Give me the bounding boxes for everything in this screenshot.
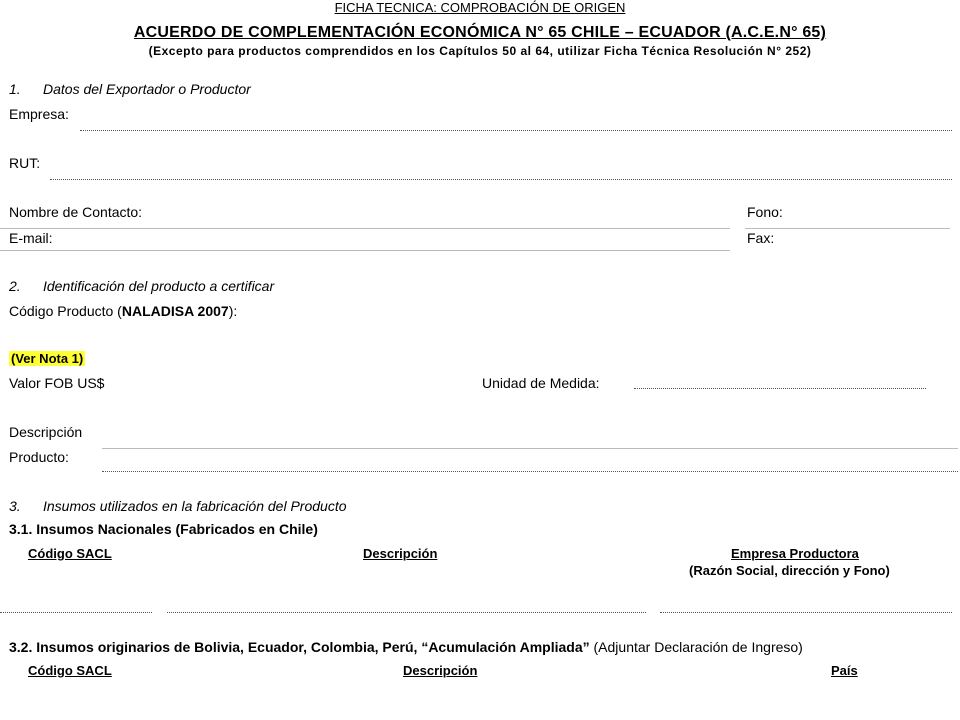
section3-heading bbox=[9, 498, 347, 514]
subsection-3-2-title-bold: 3.2. Insumos originarios de Bolivia, Ecuador, Colombia, Perú, “Acumulación Ampliada” bbox=[9, 639, 590, 655]
rut-label: RUT: bbox=[9, 155, 41, 171]
producto-field-line[interactable] bbox=[102, 471, 958, 472]
section2-title: Identificación del producto a certificar bbox=[43, 278, 275, 294]
col2-codigo-sacl: Código SACL bbox=[28, 663, 112, 678]
email-label: E-mail: bbox=[9, 230, 53, 246]
unidad-medida-label: Unidad de Medida: bbox=[482, 375, 600, 391]
descripcion-field-line[interactable] bbox=[102, 448, 958, 449]
contacto-label: Nombre de Contacto: bbox=[9, 204, 143, 220]
empresa-label: Empresa: bbox=[9, 106, 69, 122]
codigo-suffix: ): bbox=[228, 303, 238, 319]
col-descripcion: Descripción bbox=[363, 546, 438, 561]
fono-field-line[interactable] bbox=[745, 228, 950, 229]
contacto-field-line[interactable] bbox=[0, 228, 730, 229]
subsection-3-2-title-note: (Adjuntar Declaración de Ingreso) bbox=[589, 639, 803, 655]
ver-nota-label: (Ver Nota 1) bbox=[11, 351, 84, 366]
descripcion-label: Descripción bbox=[9, 424, 83, 440]
producto-label: Producto: bbox=[9, 449, 69, 465]
section2-heading bbox=[9, 278, 274, 294]
top-title: FICHA TECNICA: COMPROBACIÓN DE ORIGEN bbox=[334, 0, 626, 15]
section1-title: Datos del Exportador o Productor bbox=[43, 81, 251, 97]
insumo-codigo-line[interactable] bbox=[0, 612, 152, 613]
section3-title: Insumos utilizados en la fabricación del Producto bbox=[43, 498, 347, 514]
fono-label: Fono: bbox=[747, 204, 783, 220]
email-field-line[interactable] bbox=[0, 250, 730, 251]
fax-label: Fax: bbox=[747, 230, 775, 246]
col-empresa-productora: Empresa Productora bbox=[731, 546, 859, 561]
codigo-prefix: Código Producto ( bbox=[9, 303, 122, 319]
col-codigo-sacl: Código SACL bbox=[28, 546, 112, 561]
main-title: ACUERDO DE COMPLEMENTACIÓN ECONÓMICA N° 65 CHILE – ECUADOR (A.C.E.N° 65) bbox=[133, 24, 827, 41]
col2-descripcion: Descripción bbox=[403, 663, 478, 678]
subsection-3-2-title bbox=[9, 639, 803, 655]
insumo-descripcion-line[interactable] bbox=[167, 612, 646, 613]
subtitle: (Excepto para productos comprendidos en los Capítulos 50 al 64, utilizar Ficha Técnica Resolución N° 252) bbox=[148, 44, 812, 58]
empresa-field-line[interactable] bbox=[80, 130, 952, 131]
unidad-field-line[interactable] bbox=[634, 388, 926, 389]
section3-number: 3. bbox=[9, 498, 21, 514]
col2-pais: País bbox=[831, 663, 858, 678]
insumo-empresa-line[interactable] bbox=[660, 612, 952, 613]
codigo-producto-label bbox=[9, 303, 237, 319]
section2-number: 2. bbox=[9, 278, 21, 294]
valor-fob-label: Valor FOB US$ bbox=[9, 375, 105, 391]
col-empresa-note: (Razón Social, dirección y Fono) bbox=[689, 563, 890, 578]
nota-highlight bbox=[9, 350, 85, 368]
subsection-3-1-title: 3.1. Insumos Nacionales (Fabricados en Chile) bbox=[9, 521, 318, 537]
section1-heading bbox=[9, 81, 251, 97]
rut-field-line[interactable] bbox=[50, 179, 952, 180]
codigo-nomenclature: NALADISA 2007 bbox=[121, 303, 229, 319]
section1-number: 1. bbox=[9, 81, 21, 97]
